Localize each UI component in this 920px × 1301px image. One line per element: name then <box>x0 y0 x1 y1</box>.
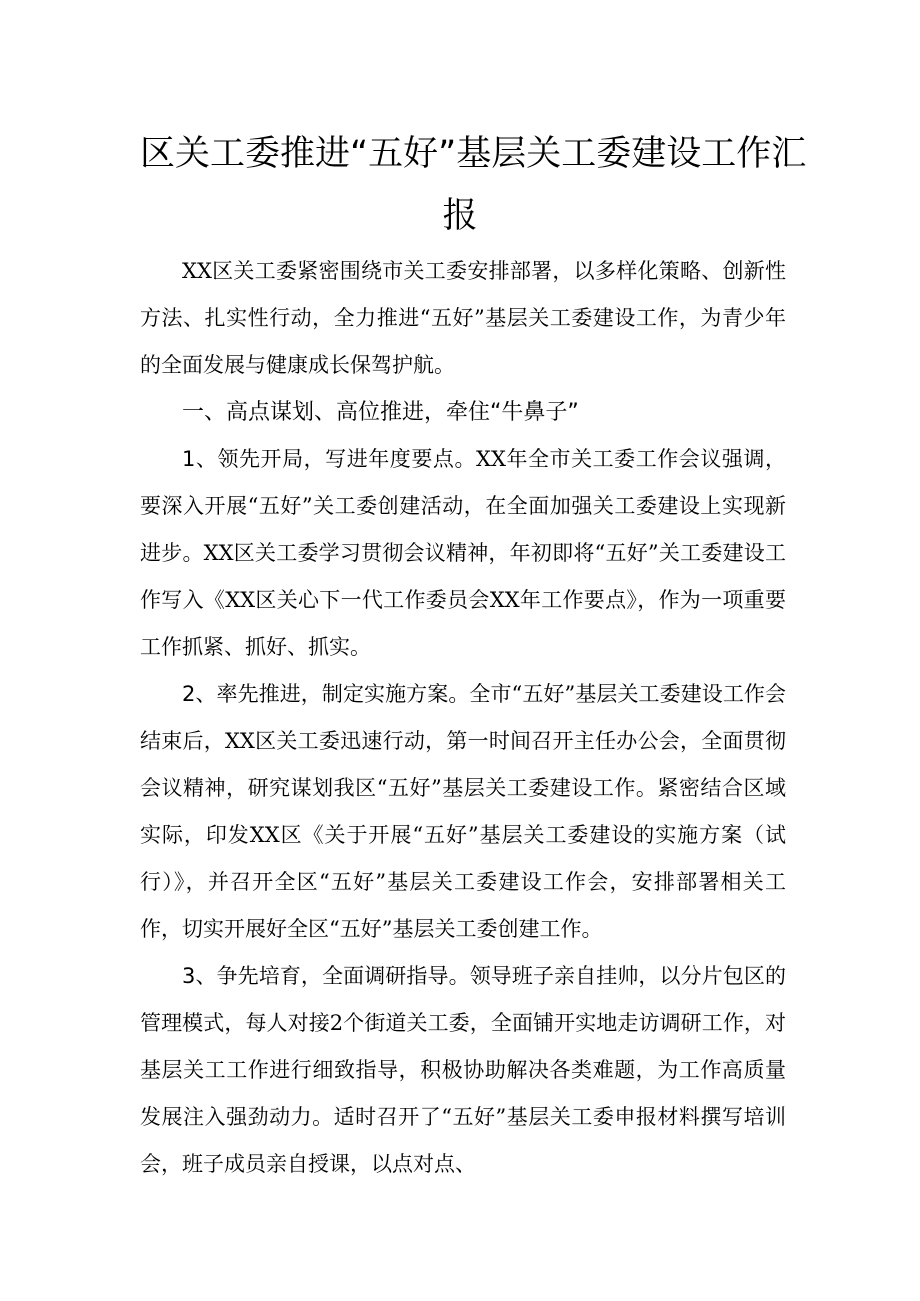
item-lead-2: 2、率先推进，制定实施方案。 <box>182 682 470 706</box>
document-body <box>140 248 786 1188</box>
item-paragraph-3 <box>140 953 786 1188</box>
item-paragraph-1 <box>140 436 786 671</box>
item-paragraph-2 <box>140 671 786 953</box>
document-title-line1: 区关工委推进“五好”基层关工委建设工作汇 <box>140 134 807 174</box>
item-lead-1: 1、领先开局，写进年度要点。 <box>182 447 476 471</box>
item-text-3: 领导班子亲自挂帅，以分片包区的管理模式，每人对接2个街道关工委，全面铺开实地走访调研工作，对基层关工工作进行细致指导，积极协助解决各类难题，为工作高质量发展注入强劲动力。适时召开了“五好”基层关工委申报材料撰写培训会，班子成员亲自授课，以点对点、 <box>140 964 786 1176</box>
item-lead-3: 3、争先培育，全面调研指导。 <box>182 964 470 988</box>
section-heading: 一、高点谋划、高位推进，牵住“牛鼻子” <box>182 400 579 425</box>
item-text-1: XX年全市关工委工作会议强调，要深入开展“五好”关工委创建活动，在全面加强关工委建设上实现新进步。XX区关工委学习贯彻会议精神，年初即将“五好”关工委建设工作写入《XX区关心下一代工作委员会XX年工作要点》，作为一项重要工作抓紧、抓好、抓实。 <box>140 447 786 659</box>
item-text-2: 全市“五好”基层关工委建设工作会结束后，XX区关工委迅速行动，第一时间召开主任办公会，全面贯彻会议精神，研究谋划我区“五好”基层关工委建设工作。紧密结合区域实际，印发XX区《关于开展“五好”基层关工委建设的实施方案（试行）》，并召开全区“五好”基层关工委建设工作会，安排部署相关工作，切实开展好全区“五好”基层关工委创建工作。 <box>140 682 786 941</box>
document-title-line2: 报 <box>442 196 478 236</box>
intro-paragraph: XX区关工委紧密围绕市关工委安排部署，以多样化策略、创新性方法、扎实性行动，全力推进“五好”基层关工委建设工作，为青少年的全面发展与健康成长保驾护航。 <box>140 259 786 377</box>
